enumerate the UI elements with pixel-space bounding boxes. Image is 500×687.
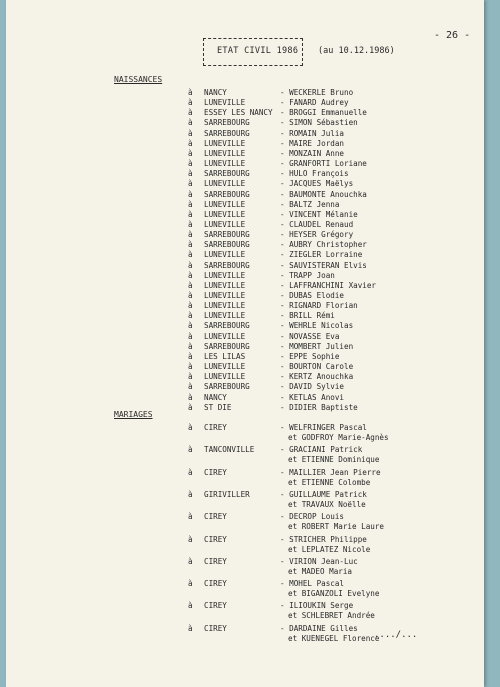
entry-place: SARREBOURG (204, 341, 250, 351)
entry-name: - FANARD Audrey (280, 98, 349, 108)
page-number: - 26 - (434, 30, 471, 41)
entry-place: LES LILAS (204, 351, 246, 361)
entry-a: à (188, 118, 193, 128)
entry-place: GIRIVILLER (204, 489, 250, 499)
entry-spouse: et ROBERT Marie Laure (288, 522, 385, 532)
entry-place: SARREBOURG (204, 382, 250, 392)
entry-name: - WELFRINGER Pascal (280, 423, 367, 432)
entry-name: - KERTZ Anouchka (280, 372, 354, 382)
entry-place: LUNEVILLE (204, 219, 246, 229)
entry-place: NANCY (204, 392, 227, 402)
entry-a: à (188, 392, 193, 402)
entry-name: - ROMAIN Julia (280, 128, 345, 138)
entry-spouse: et ETIENNE Colombe (288, 477, 371, 487)
entry-name: - DARDAINE Gilles (280, 623, 358, 633)
entry-name: - WEHRLE Nicolas (280, 321, 354, 331)
entry-name: - BROGGI Emmanuelle (280, 108, 367, 118)
entry-place: LUNEVILLE (204, 179, 246, 189)
entry-a: à (188, 240, 193, 250)
entry-place: SARREBOURG (204, 189, 250, 199)
date-note: (au 10.12.1986) (318, 46, 395, 56)
entry-place: LUNEVILLE (204, 331, 246, 341)
entry-a: à (188, 179, 193, 189)
entry-spouse: et LEPLATEZ Nicole (288, 544, 371, 554)
entry-name: - DUBAS Elodie (280, 291, 345, 300)
page-title: ETAT CIVIL 1986 (217, 46, 299, 56)
entry-place: CIREY (204, 423, 227, 432)
entry-place: LUNEVILLE (204, 372, 246, 382)
entry-a: à (188, 467, 193, 477)
entry-place: LUNEVILLE (204, 301, 246, 311)
entry-name: - MOHEL Pascal (280, 579, 345, 589)
entry-a: à (188, 579, 193, 589)
entry-a: à (188, 512, 193, 522)
entry-name: - DIDIER Baptiste (280, 402, 358, 412)
naissances-heading: NAISSANCES (114, 75, 163, 84)
entry-place: CIREY (204, 467, 227, 477)
entry-place: ST DIE (204, 402, 232, 412)
entry-place: SARREBOURG (204, 128, 250, 138)
entry-name: - HULO François (280, 169, 349, 179)
entry-a: à (188, 88, 193, 97)
entry-a: à (188, 341, 193, 351)
entry-a: à (188, 534, 193, 544)
entry-spouse: et SCHLEBRET Andrée (288, 611, 375, 621)
mariages-heading: MARIAGES (114, 410, 153, 419)
entry-spouse: et TRAVAUX Noëlle (288, 499, 366, 509)
entry-a: à (188, 402, 193, 412)
entry-place: SARREBOURG (204, 240, 250, 250)
entry-a: à (188, 291, 193, 300)
entry-place: LUNEVILLE (204, 209, 246, 219)
entry-a: à (188, 382, 193, 392)
entry-name: - BRILL Rémi (280, 311, 335, 321)
entry-a: à (188, 209, 193, 219)
entry-name: - CLAUDEL Renaud (280, 219, 354, 229)
entry-name: - MAILLIER Jean Pierre (280, 467, 381, 477)
entry-a: à (188, 189, 193, 199)
entry-place: SARREBOURG (204, 230, 250, 240)
entry-a: à (188, 489, 193, 499)
entry-place: SARREBOURG (204, 260, 250, 270)
entry-a: à (188, 260, 193, 270)
document-page (6, 0, 484, 687)
entry-place: TANCONVILLE (204, 445, 255, 455)
entry-place: ESSEY LES NANCY (204, 108, 273, 118)
entry-name: - ZIEGLER Lorraine (280, 250, 363, 260)
continuation-mark: ..../... (374, 630, 418, 640)
entry-a: à (188, 362, 193, 372)
entry-spouse: et BIGANZOLI Evelyne (288, 589, 380, 599)
entry-a: à (188, 321, 193, 331)
entry-name: - BOURTON Carole (280, 362, 354, 372)
entry-name: - TRAPP Joan (280, 270, 335, 280)
entry-a: à (188, 148, 193, 158)
entry-name: - STRICHER Philippe (280, 534, 367, 544)
entry-place: CIREY (204, 601, 227, 611)
entry-name: - BAUMONTE Anouchka (280, 189, 367, 199)
entry-a: à (188, 138, 193, 148)
entry-place: LUNEVILLE (204, 291, 246, 300)
entry-name: - DECROP Louis (280, 512, 345, 522)
entry-spouse: et ETIENNE Dominique (288, 455, 380, 465)
entry-a: à (188, 159, 193, 169)
entry-place: SARREBOURG (204, 169, 250, 179)
entry-place: CIREY (204, 556, 227, 566)
entry-name: - VIRION Jean-Luc (280, 556, 358, 566)
entry-a: à (188, 270, 193, 280)
entry-place: CIREY (204, 534, 227, 544)
entry-place: CIREY (204, 623, 227, 633)
entry-a: à (188, 199, 193, 209)
entry-a: à (188, 623, 193, 633)
entry-place: LUNEVILLE (204, 159, 246, 169)
entry-place: LUNEVILLE (204, 280, 246, 290)
entry-place: LUNEVILLE (204, 311, 246, 321)
entry-place: CIREY (204, 512, 227, 522)
entry-place: LUNEVILLE (204, 138, 246, 148)
entry-a: à (188, 601, 193, 611)
entry-name: - HEYSER Grégory (280, 230, 354, 240)
entry-name: - NOVASSE Eva (280, 331, 340, 341)
entry-a: à (188, 98, 193, 108)
entry-name: - GUILLAUME Patrick (280, 489, 367, 499)
entry-name: - KETLAS Anovi (280, 392, 345, 402)
entry-name: - ILIOUKIN Serge (280, 601, 354, 611)
entry-name: - BALTZ Jenna (280, 199, 340, 209)
entry-name: - SAUVISTERAN Elvis (280, 260, 367, 270)
entry-name: - EPPE Sophie (280, 351, 340, 361)
entry-name: - GRANFORTI Loriane (280, 159, 367, 169)
entry-a: à (188, 372, 193, 382)
entry-a: à (188, 331, 193, 341)
entry-a: à (188, 108, 193, 118)
entry-a: à (188, 445, 193, 455)
entry-name: - RIGNARD Florian (280, 301, 358, 311)
entry-name: - LAFFRANCHINI Xavier (280, 280, 377, 290)
entry-a: à (188, 423, 193, 432)
entry-name: - WECKERLE Bruno (280, 88, 354, 97)
entry-spouse: et MADEO Maria (288, 566, 353, 576)
entry-place: CIREY (204, 579, 227, 589)
entry-name: - GRACIANI Patrick (280, 445, 363, 455)
entry-name: - MAIRE Jordan (280, 138, 345, 148)
entry-a: à (188, 219, 193, 229)
entry-spouse: et KUENEGEL Florence (288, 633, 380, 643)
entry-a: à (188, 351, 193, 361)
entry-name: - DAVID Sylvie (280, 382, 345, 392)
entry-a: à (188, 230, 193, 240)
entry-place: LUNEVILLE (204, 250, 246, 260)
entry-place: SARREBOURG (204, 321, 250, 331)
entry-place: LUNEVILLE (204, 98, 246, 108)
entry-place: SARREBOURG (204, 118, 250, 128)
entry-a: à (188, 169, 193, 179)
entry-a: à (188, 311, 193, 321)
entry-name: - MONZAIN Anne (280, 148, 345, 158)
entry-spouse: et GODFROY Marie-Agnès (288, 433, 389, 442)
entry-name: - VINCENT Mélanie (280, 209, 358, 219)
entry-name: - SIMON Sébastien (280, 118, 358, 128)
entry-name: - AUBRY Christopher (280, 240, 367, 250)
entry-place: NANCY (204, 88, 227, 97)
entry-a: à (188, 556, 193, 566)
entry-place: LUNEVILLE (204, 148, 246, 158)
entry-a: à (188, 128, 193, 138)
entry-a: à (188, 301, 193, 311)
entry-a: à (188, 280, 193, 290)
entry-place: LUNEVILLE (204, 362, 246, 372)
entry-name: - JACQUES Maëlys (280, 179, 354, 189)
entry-place: LUNEVILLE (204, 270, 246, 280)
entry-place: LUNEVILLE (204, 199, 246, 209)
entry-name: - MOMBERT Julien (280, 341, 354, 351)
entry-a: à (188, 250, 193, 260)
